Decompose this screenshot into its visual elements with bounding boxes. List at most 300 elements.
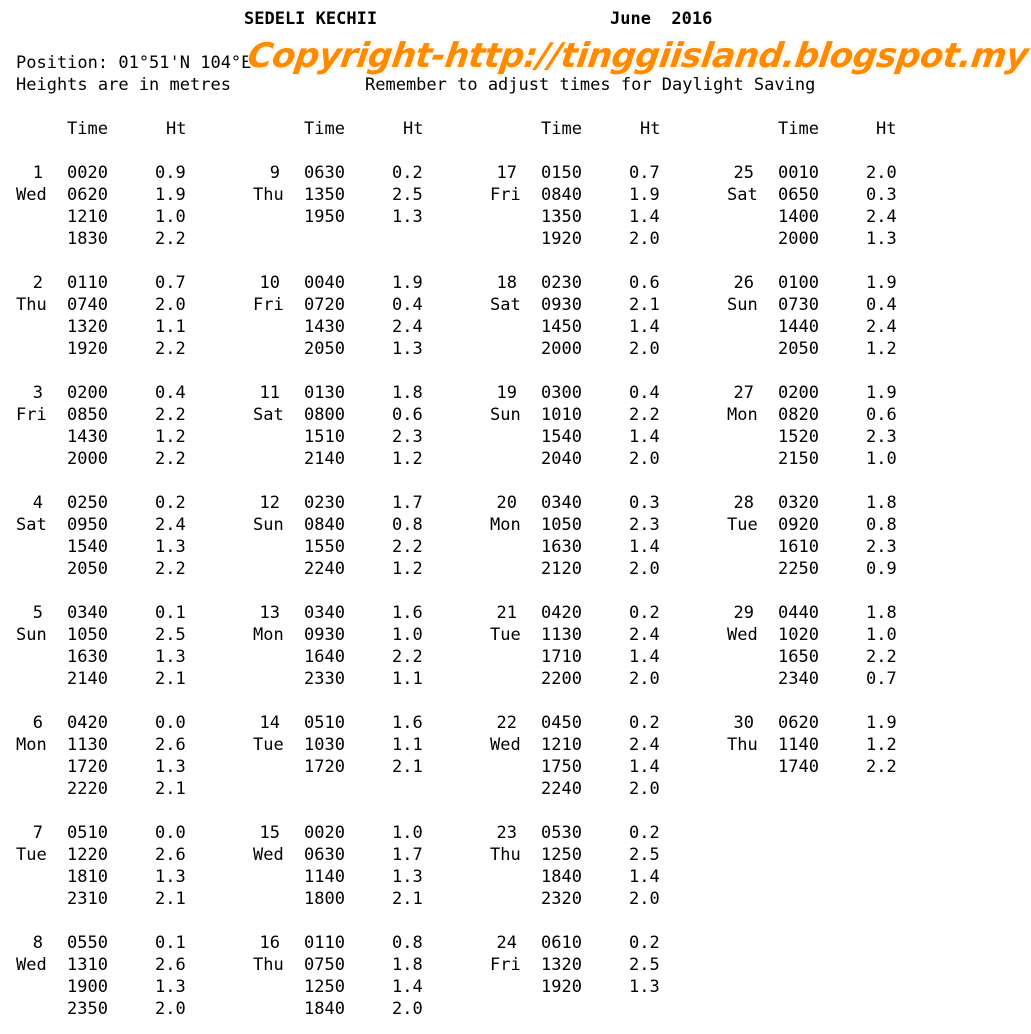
tide-time: 1920 (541, 229, 582, 249)
tide-time: 2330 (304, 669, 345, 689)
tide-time: 1920 (67, 339, 108, 359)
day-number: 9 (269, 163, 280, 183)
tide-height: 2.3 (629, 515, 660, 535)
tide-time: 2000 (67, 449, 108, 469)
tide-time: 1640 (304, 647, 345, 667)
tide-time: 1630 (541, 537, 582, 557)
tide-time: 2000 (541, 339, 582, 359)
tide-height: 2.0 (629, 889, 660, 909)
tide-height: 0.3 (629, 493, 660, 513)
day-number: 28 (733, 493, 754, 513)
tide-height: 1.2 (392, 559, 423, 579)
tide-height: 2.2 (155, 405, 186, 425)
tide-height: 0.2 (629, 603, 660, 623)
tide-time: 1010 (541, 405, 582, 425)
tide-time: 0510 (67, 823, 108, 843)
tide-time: 1050 (67, 625, 108, 645)
day-number: 25 (733, 163, 754, 183)
tide-time: 0020 (304, 823, 345, 843)
day-number: 15 (259, 823, 280, 843)
tide-height: 0.3 (866, 185, 897, 205)
tide-time: 2250 (778, 559, 819, 579)
day-number: 21 (496, 603, 517, 623)
weekday-label: Thu (253, 185, 284, 205)
weekday-label: Sat (253, 405, 284, 425)
day-number: 23 (496, 823, 517, 843)
tide-height: 1.3 (155, 757, 186, 777)
tide-time: 0440 (778, 603, 819, 623)
tide-time: 2140 (304, 449, 345, 469)
tide-time: 1350 (304, 185, 345, 205)
tide-height: 1.2 (866, 339, 897, 359)
time-header-col3: Time (541, 119, 582, 139)
tide-time: 0110 (67, 273, 108, 293)
tide-time: 0850 (67, 405, 108, 425)
tide-height: 1.8 (392, 383, 423, 403)
tide-time: 1130 (541, 625, 582, 645)
tide-time: 1450 (541, 317, 582, 337)
tide-time: 0840 (541, 185, 582, 205)
time-header-col4: Time (778, 119, 819, 139)
tide-time: 0130 (304, 383, 345, 403)
tide-height: 2.0 (866, 163, 897, 183)
tide-time: 2050 (778, 339, 819, 359)
daylight-saving-note: Remember to adjust times for Daylight Saving (365, 75, 816, 95)
tide-height: 2.2 (392, 537, 423, 557)
weekday-label: Sat (16, 515, 47, 535)
tide-time: 1840 (304, 999, 345, 1019)
tide-height: 1.6 (392, 713, 423, 733)
day-number: 19 (496, 383, 517, 403)
weekday-label: Mon (490, 515, 521, 535)
tide-time: 0420 (541, 603, 582, 623)
tide-height: 0.4 (629, 383, 660, 403)
tide-height: 2.4 (866, 207, 897, 227)
tide-height: 1.4 (629, 647, 660, 667)
day-number: 13 (259, 603, 280, 623)
day-number: 24 (496, 933, 517, 953)
tide-time: 0230 (541, 273, 582, 293)
tide-height: 1.4 (629, 537, 660, 557)
tide-time: 1140 (304, 867, 345, 887)
tide-height: 2.5 (155, 625, 186, 645)
tide-height: 0.6 (866, 405, 897, 425)
tide-height: 2.1 (392, 757, 423, 777)
tide-time: 0100 (778, 273, 819, 293)
tide-height: 2.0 (155, 999, 186, 1019)
tide-time: 0020 (67, 163, 108, 183)
tide-height: 2.2 (629, 405, 660, 425)
weekday-label: Wed (16, 955, 47, 975)
tide-height: 2.4 (155, 515, 186, 535)
copyright-watermark: Copyright-http://tinggiisland.blogspot.my (245, 36, 1031, 76)
tide-height: 1.0 (392, 823, 423, 843)
tide-time: 2050 (67, 559, 108, 579)
tide-time: 1250 (304, 977, 345, 997)
tide-height: 0.1 (155, 603, 186, 623)
tide-time: 1350 (541, 207, 582, 227)
time-header-col1: Time (67, 119, 108, 139)
tide-time: 2000 (778, 229, 819, 249)
tide-time: 2220 (67, 779, 108, 799)
tide-time: 1920 (541, 977, 582, 997)
tide-height: 1.3 (392, 339, 423, 359)
tide-height: 2.2 (155, 559, 186, 579)
tide-time: 2340 (778, 669, 819, 689)
tide-height: 2.4 (392, 317, 423, 337)
day-number: 6 (32, 713, 43, 733)
month-year: June 2016 (610, 9, 713, 29)
day-number: 3 (32, 383, 43, 403)
tide-time: 1540 (67, 537, 108, 557)
position-line: Position: 01°51'N 104°E (16, 53, 252, 73)
tide-height: 1.9 (392, 273, 423, 293)
day-number: 14 (259, 713, 280, 733)
tide-time: 1430 (67, 427, 108, 447)
tide-time: 1140 (778, 735, 819, 755)
tide-time: 1310 (67, 955, 108, 975)
tide-time: 1710 (541, 647, 582, 667)
weekday-label: Wed (490, 735, 521, 755)
tide-time: 0840 (304, 515, 345, 535)
tide-height: 0.7 (866, 669, 897, 689)
tide-height: 2.3 (866, 537, 897, 557)
tide-height: 0.4 (392, 295, 423, 315)
tide-time: 1810 (67, 867, 108, 887)
weekday-label: Sun (490, 405, 521, 425)
day-number: 11 (259, 383, 280, 403)
tide-time: 1320 (541, 955, 582, 975)
tide-height: 1.7 (392, 493, 423, 513)
weekday-label: Wed (253, 845, 284, 865)
tide-time: 1210 (67, 207, 108, 227)
tide-height: 0.2 (629, 823, 660, 843)
tide-height: 2.0 (629, 559, 660, 579)
tide-height: 1.8 (866, 493, 897, 513)
tide-time: 0340 (304, 603, 345, 623)
tide-height: 0.9 (866, 559, 897, 579)
tide-time: 1030 (304, 735, 345, 755)
tide-height: 2.3 (392, 427, 423, 447)
tide-time: 0200 (67, 383, 108, 403)
tide-time: 1800 (304, 889, 345, 909)
ht-header-col2: Ht (403, 119, 424, 139)
tide-height: 2.0 (392, 999, 423, 1019)
tide-time: 1550 (304, 537, 345, 557)
tide-time: 0250 (67, 493, 108, 513)
tide-time: 1430 (304, 317, 345, 337)
tide-height: 1.9 (866, 383, 897, 403)
weekday-label: Thu (16, 295, 47, 315)
tide-time: 0300 (541, 383, 582, 403)
tide-time: 1950 (304, 207, 345, 227)
tide-height: 2.2 (866, 647, 897, 667)
ht-header-col1: Ht (166, 119, 187, 139)
tide-time: 0740 (67, 295, 108, 315)
tide-height: 0.7 (629, 163, 660, 183)
tide-height: 1.1 (392, 669, 423, 689)
tide-time: 0630 (304, 163, 345, 183)
weekday-label: Fri (490, 955, 521, 975)
tide-time: 1050 (541, 515, 582, 535)
tide-height: 2.4 (866, 317, 897, 337)
tide-height: 2.4 (629, 625, 660, 645)
tide-height: 1.9 (155, 185, 186, 205)
tide-time: 0510 (304, 713, 345, 733)
tide-time: 2350 (67, 999, 108, 1019)
tide-height: 2.4 (629, 735, 660, 755)
tide-height: 0.0 (155, 713, 186, 733)
tide-height: 0.2 (629, 933, 660, 953)
day-number: 4 (32, 493, 43, 513)
tide-height: 2.5 (629, 955, 660, 975)
tide-height: 0.2 (629, 713, 660, 733)
tide-time: 0200 (778, 383, 819, 403)
tide-height: 2.1 (155, 889, 186, 909)
day-number: 10 (259, 273, 280, 293)
tide-height: 1.2 (155, 427, 186, 447)
tide-height: 2.2 (155, 449, 186, 469)
tide-time: 1720 (67, 757, 108, 777)
tide-height: 1.6 (392, 603, 423, 623)
tide-time: 1830 (67, 229, 108, 249)
tide-height: 1.2 (392, 449, 423, 469)
tide-height: 2.0 (155, 295, 186, 315)
tide-height: 1.0 (866, 625, 897, 645)
tide-time: 0630 (304, 845, 345, 865)
tide-time: 1510 (304, 427, 345, 447)
tide-time: 1740 (778, 757, 819, 777)
tide-time: 0340 (541, 493, 582, 513)
tide-height: 1.8 (866, 603, 897, 623)
tide-time: 0230 (304, 493, 345, 513)
weekday-label: Thu (490, 845, 521, 865)
weekday-label: Tue (727, 515, 758, 535)
tide-time: 0610 (541, 933, 582, 953)
tide-time: 0720 (304, 295, 345, 315)
tide-time: 2320 (541, 889, 582, 909)
tide-height: 1.9 (629, 185, 660, 205)
tide-height: 2.0 (629, 449, 660, 469)
tide-height: 1.2 (866, 735, 897, 755)
weekday-label: Sun (16, 625, 47, 645)
weekday-label: Tue (253, 735, 284, 755)
weekday-label: Sun (253, 515, 284, 535)
tide-height: 2.5 (392, 185, 423, 205)
weekday-label: Mon (727, 405, 758, 425)
tide-height: 1.0 (155, 207, 186, 227)
tide-time: 0930 (304, 625, 345, 645)
tide-height: 2.1 (155, 779, 186, 799)
tide-height: 1.1 (155, 317, 186, 337)
tide-time: 2120 (541, 559, 582, 579)
tide-time: 0800 (304, 405, 345, 425)
tide-height: 0.6 (629, 273, 660, 293)
tide-height: 0.2 (155, 493, 186, 513)
tide-height: 1.3 (392, 867, 423, 887)
day-number: 20 (496, 493, 517, 513)
tide-height: 1.3 (155, 647, 186, 667)
tide-time: 0930 (541, 295, 582, 315)
tide-time: 0820 (778, 405, 819, 425)
tide-height: 2.0 (629, 339, 660, 359)
tide-height: 0.8 (392, 933, 423, 953)
day-number: 5 (32, 603, 43, 623)
tide-time: 0040 (304, 273, 345, 293)
tide-height: 2.0 (629, 229, 660, 249)
tide-time: 2050 (304, 339, 345, 359)
tide-height: 1.3 (155, 977, 186, 997)
tide-height: 1.9 (866, 273, 897, 293)
day-number: 30 (733, 713, 754, 733)
tide-time: 2150 (778, 449, 819, 469)
day-number: 7 (32, 823, 43, 843)
tide-height: 2.0 (629, 779, 660, 799)
tide-height: 1.7 (392, 845, 423, 865)
tide-time: 0450 (541, 713, 582, 733)
tide-time: 1610 (778, 537, 819, 557)
tide-height: 2.2 (866, 757, 897, 777)
tide-time: 0730 (778, 295, 819, 315)
tide-time: 1540 (541, 427, 582, 447)
tide-time: 0550 (67, 933, 108, 953)
tide-time: 1440 (778, 317, 819, 337)
tide-height: 1.3 (155, 867, 186, 887)
tide-height: 1.0 (392, 625, 423, 645)
heights-note: Heights are in metres (16, 75, 231, 95)
tide-time: 1630 (67, 647, 108, 667)
tide-height: 1.4 (629, 867, 660, 887)
tide-time: 2040 (541, 449, 582, 469)
day-number: 8 (32, 933, 43, 953)
tide-time: 0750 (304, 955, 345, 975)
tide-height: 2.2 (155, 229, 186, 249)
tide-time: 1020 (778, 625, 819, 645)
tide-time: 2310 (67, 889, 108, 909)
weekday-label: Sat (490, 295, 521, 315)
tide-time: 1650 (778, 647, 819, 667)
weekday-label: Wed (727, 625, 758, 645)
ht-header-col4: Ht (876, 119, 897, 139)
tide-time: 1520 (778, 427, 819, 447)
weekday-label: Sat (727, 185, 758, 205)
tide-time: 1130 (67, 735, 108, 755)
tide-height: 2.6 (155, 955, 186, 975)
tide-height: 1.4 (629, 207, 660, 227)
tide-height: 2.6 (155, 735, 186, 755)
day-number: 27 (733, 383, 754, 403)
tide-time: 1320 (67, 317, 108, 337)
tide-height: 1.1 (392, 735, 423, 755)
tide-height: 0.1 (155, 933, 186, 953)
day-number: 18 (496, 273, 517, 293)
tide-height: 1.3 (155, 537, 186, 557)
weekday-label: Fri (253, 295, 284, 315)
tide-time: 1900 (67, 977, 108, 997)
tide-height: 2.6 (155, 845, 186, 865)
tide-time: 2200 (541, 669, 582, 689)
tide-time: 0150 (541, 163, 582, 183)
tide-height: 1.3 (629, 977, 660, 997)
time-header-col2: Time (304, 119, 345, 139)
day-number: 1 (32, 163, 43, 183)
tide-time: 0010 (778, 163, 819, 183)
tide-height: 2.2 (392, 647, 423, 667)
tide-height: 1.0 (866, 449, 897, 469)
weekday-label: Fri (490, 185, 521, 205)
weekday-label: Sun (727, 295, 758, 315)
weekday-label: Mon (253, 625, 284, 645)
tide-time: 1220 (67, 845, 108, 865)
tide-height: 0.9 (155, 163, 186, 183)
tide-time: 0340 (67, 603, 108, 623)
day-number: 17 (496, 163, 517, 183)
tide-height: 1.4 (629, 427, 660, 447)
day-number: 29 (733, 603, 754, 623)
tide-time: 0620 (67, 185, 108, 205)
tide-height: 0.2 (392, 163, 423, 183)
tide-height: 0.7 (155, 273, 186, 293)
tide-height: 1.4 (629, 317, 660, 337)
day-number: 16 (259, 933, 280, 953)
tide-height: 2.2 (155, 339, 186, 359)
tide-height: 2.0 (629, 669, 660, 689)
tide-height: 1.4 (629, 757, 660, 777)
tide-height: 0.4 (866, 295, 897, 315)
tide-time: 1840 (541, 867, 582, 887)
weekday-label: Tue (490, 625, 521, 645)
tide-height: 1.9 (866, 713, 897, 733)
tide-height: 0.8 (392, 515, 423, 535)
tide-time: 1210 (541, 735, 582, 755)
day-number: 12 (259, 493, 280, 513)
tide-time: 1720 (304, 757, 345, 777)
tide-time: 2240 (541, 779, 582, 799)
tide-time: 1250 (541, 845, 582, 865)
tide-height: 1.3 (866, 229, 897, 249)
tide-height: 1.8 (392, 955, 423, 975)
tide-height: 2.1 (155, 669, 186, 689)
tide-height: 1.4 (392, 977, 423, 997)
tide-time: 0320 (778, 493, 819, 513)
tide-height: 0.0 (155, 823, 186, 843)
tide-time: 0530 (541, 823, 582, 843)
station-name: SEDELI KECHII (244, 9, 378, 29)
weekday-label: Wed (16, 185, 47, 205)
tide-height: 1.3 (392, 207, 423, 227)
day-number: 2 (32, 273, 43, 293)
tide-time: 1400 (778, 207, 819, 227)
weekday-label: Thu (727, 735, 758, 755)
ht-header-col3: Ht (640, 119, 661, 139)
tide-time: 0650 (778, 185, 819, 205)
tide-time: 2140 (67, 669, 108, 689)
tide-height: 0.4 (155, 383, 186, 403)
tide-time: 0920 (778, 515, 819, 535)
tide-height: 2.3 (866, 427, 897, 447)
tide-time: 2240 (304, 559, 345, 579)
weekday-label: Fri (16, 405, 47, 425)
tide-time: 0420 (67, 713, 108, 733)
day-number: 22 (496, 713, 517, 733)
tide-time: 0950 (67, 515, 108, 535)
weekday-label: Mon (16, 735, 47, 755)
day-number: 26 (733, 273, 754, 293)
tide-height: 2.5 (629, 845, 660, 865)
tide-height: 2.1 (392, 889, 423, 909)
tide-height: 2.1 (629, 295, 660, 315)
tide-height: 0.6 (392, 405, 423, 425)
